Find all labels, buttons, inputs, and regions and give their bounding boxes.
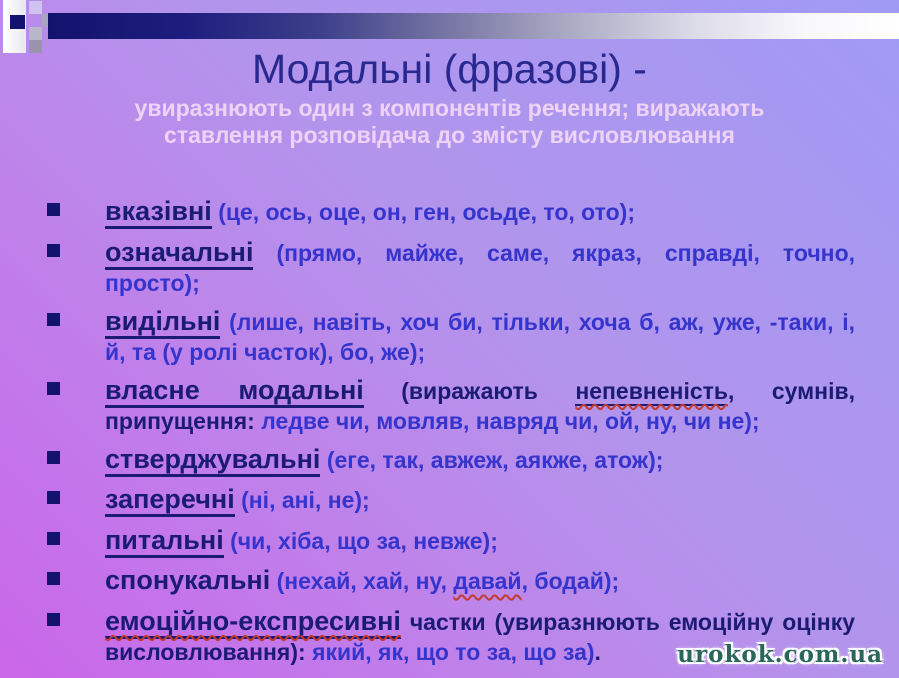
particle-description: , сумнів, припущення:	[105, 377, 855, 435]
particle-term: емоційно-експресивні	[105, 606, 401, 639]
particle-examples: який, як, що то за, що за)	[312, 639, 595, 666]
square-bullet-icon	[47, 572, 60, 585]
particle-examples: , бодай);	[521, 568, 620, 595]
square-bullet-icon	[47, 313, 60, 326]
list-item	[105, 524, 855, 557]
corner-decorative-square	[29, 40, 42, 53]
particle-term: власне модальні	[105, 375, 364, 408]
particle-examples: (прямо, майже, саме, якраз, справді, точно, просто);	[105, 239, 856, 297]
particle-description	[220, 309, 229, 335]
particle-examples: (лише, навіть, хоч би, тільки, хоча б, аж, уже, -таки, і, й, та (у ролі часток), бо, же);	[105, 308, 855, 366]
square-bullet-icon	[47, 203, 60, 216]
corner-decorative-square	[29, 27, 42, 40]
particle-examples: (ні, ані, не);	[241, 487, 370, 514]
corner-decorative-square	[29, 1, 42, 14]
particle-description	[253, 240, 276, 266]
particle-examples: (еге, так, авжеж, аякже, атож);	[326, 446, 664, 473]
page-subtitle: увиразнюють один з компонентів речення; виражають ставлення розповідача до змісту висловлювання	[134, 95, 765, 149]
square-bullet-icon	[47, 382, 60, 395]
header-gradient-bar	[48, 13, 899, 39]
square-bullet-icon	[47, 244, 60, 257]
particles-list	[105, 195, 855, 666]
square-bullet-icon	[47, 451, 60, 464]
square-bullet-icon	[47, 613, 60, 626]
particle-term: спонукальні	[105, 565, 271, 596]
list-item	[105, 564, 855, 597]
square-bullet-icon	[47, 532, 60, 545]
particle-examples: давай	[453, 568, 522, 595]
particle-description: непевненість	[575, 377, 729, 404]
particle-description: (виражають	[363, 377, 576, 404]
square-bullet-icon	[47, 491, 60, 504]
particle-term: стверджувальні	[105, 444, 320, 477]
particle-examples: (нехай, хай, ну,	[276, 568, 454, 595]
list-item	[105, 305, 855, 367]
list-item	[105, 236, 855, 298]
list-item	[105, 483, 855, 516]
particle-term: вказівні	[105, 196, 212, 229]
particle-term: заперечні	[105, 484, 235, 517]
list-item	[105, 195, 855, 228]
page-title: Модальні (фразові) -	[252, 46, 647, 92]
particle-examples: ледве чи, мовляв, навряд чи, ой, ну, чи не);	[261, 408, 760, 435]
particle-examples: (чи, хіба, що за, невже);	[230, 527, 498, 554]
particle-term: питальні	[105, 525, 224, 558]
particle-examples: (це, ось, оце, он, ген, осьде, то, ото);	[218, 199, 635, 226]
particle-description: частки (увиразнюють емоційну оцінку висловлювання):	[105, 608, 855, 666]
particle-description: .	[594, 639, 601, 666]
particle-term: видільні	[105, 306, 220, 339]
list-item	[105, 374, 855, 436]
particle-term: означальні	[105, 237, 253, 270]
watermark: urokok.com.ua	[677, 641, 883, 668]
corner-navy-square	[10, 15, 25, 29]
list-item	[105, 443, 855, 476]
